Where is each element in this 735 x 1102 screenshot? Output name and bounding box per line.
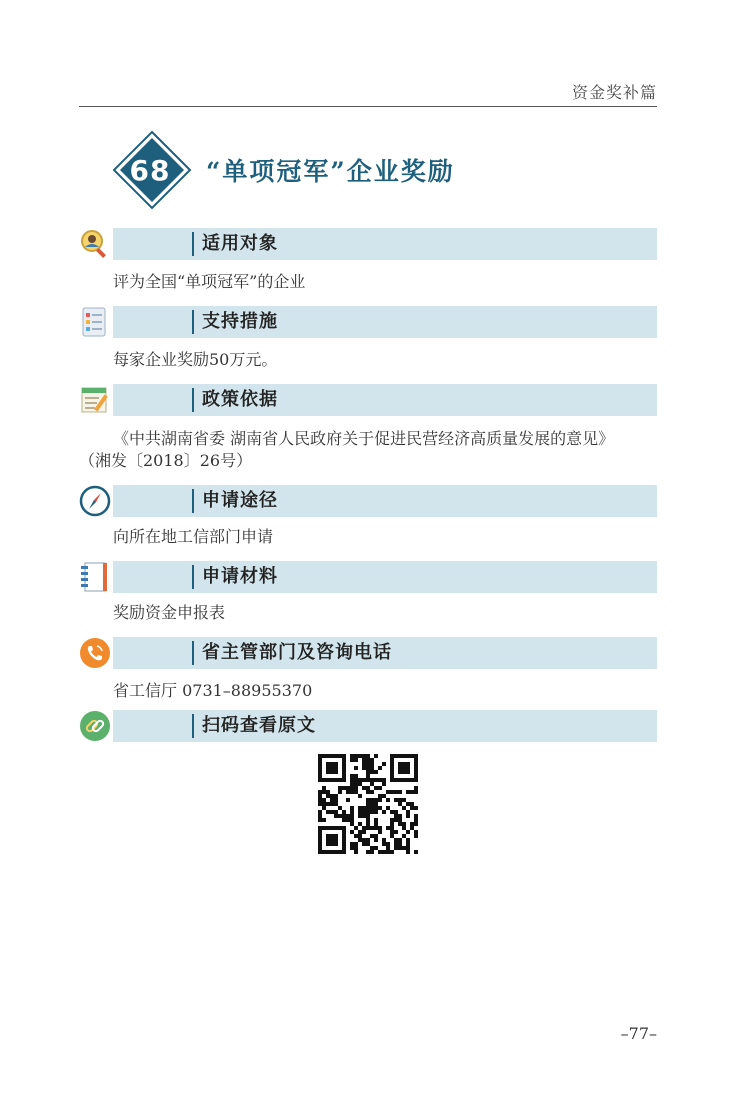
section-title: 省主管部门及咨询电话 bbox=[202, 642, 392, 663]
policy-doc-title: 《中共湖南省委 湖南省人民政府关于促进民营经济高质量发展的意见》 bbox=[113, 429, 615, 448]
policy-doc-number: （湘发〔2018〕26号） bbox=[79, 451, 253, 470]
section-header-basis bbox=[79, 384, 657, 416]
section-content: 每家企业奖励50万元。 bbox=[113, 350, 278, 369]
section-content: 评为全国“单项冠军”的企业 bbox=[113, 272, 306, 291]
section-number: 68 bbox=[129, 153, 171, 187]
header-rule bbox=[79, 106, 657, 107]
section-header-qr bbox=[79, 710, 657, 742]
section-title: 适用对象 bbox=[202, 233, 278, 254]
qr-code[interactable] bbox=[318, 754, 418, 854]
magnifier-person-icon bbox=[79, 228, 111, 260]
section-header-materials bbox=[79, 561, 657, 593]
page-number: –77– bbox=[620, 1024, 657, 1043]
chapter-header: 资金奖补篇 bbox=[571, 83, 657, 102]
checklist-icon bbox=[79, 306, 111, 338]
section-content: 省工信厅 0731–88955370 bbox=[113, 681, 313, 700]
binder-icon bbox=[79, 561, 111, 593]
section-content: 向所在地工信部门申请 bbox=[113, 527, 274, 546]
section-title: 支持措施 bbox=[202, 311, 278, 332]
section-title: 政策依据 bbox=[202, 389, 278, 410]
phone-icon bbox=[79, 637, 111, 669]
page-title: “单项冠军”企业奖励 bbox=[206, 157, 455, 186]
section-header-contact bbox=[79, 637, 657, 669]
section-content bbox=[79, 428, 657, 472]
section-content: 奖励资金申报表 bbox=[113, 603, 226, 622]
section-header-applicable bbox=[79, 228, 657, 260]
compass-icon bbox=[79, 485, 111, 517]
section-header-channel bbox=[79, 485, 657, 517]
section-title: 申请材料 bbox=[202, 566, 278, 587]
section-title: 扫码查看原文 bbox=[202, 715, 316, 736]
section-title: 申请途径 bbox=[202, 490, 278, 511]
section-header-support bbox=[79, 306, 657, 338]
notepad-pencil-icon bbox=[79, 384, 111, 416]
link-icon bbox=[79, 710, 111, 742]
